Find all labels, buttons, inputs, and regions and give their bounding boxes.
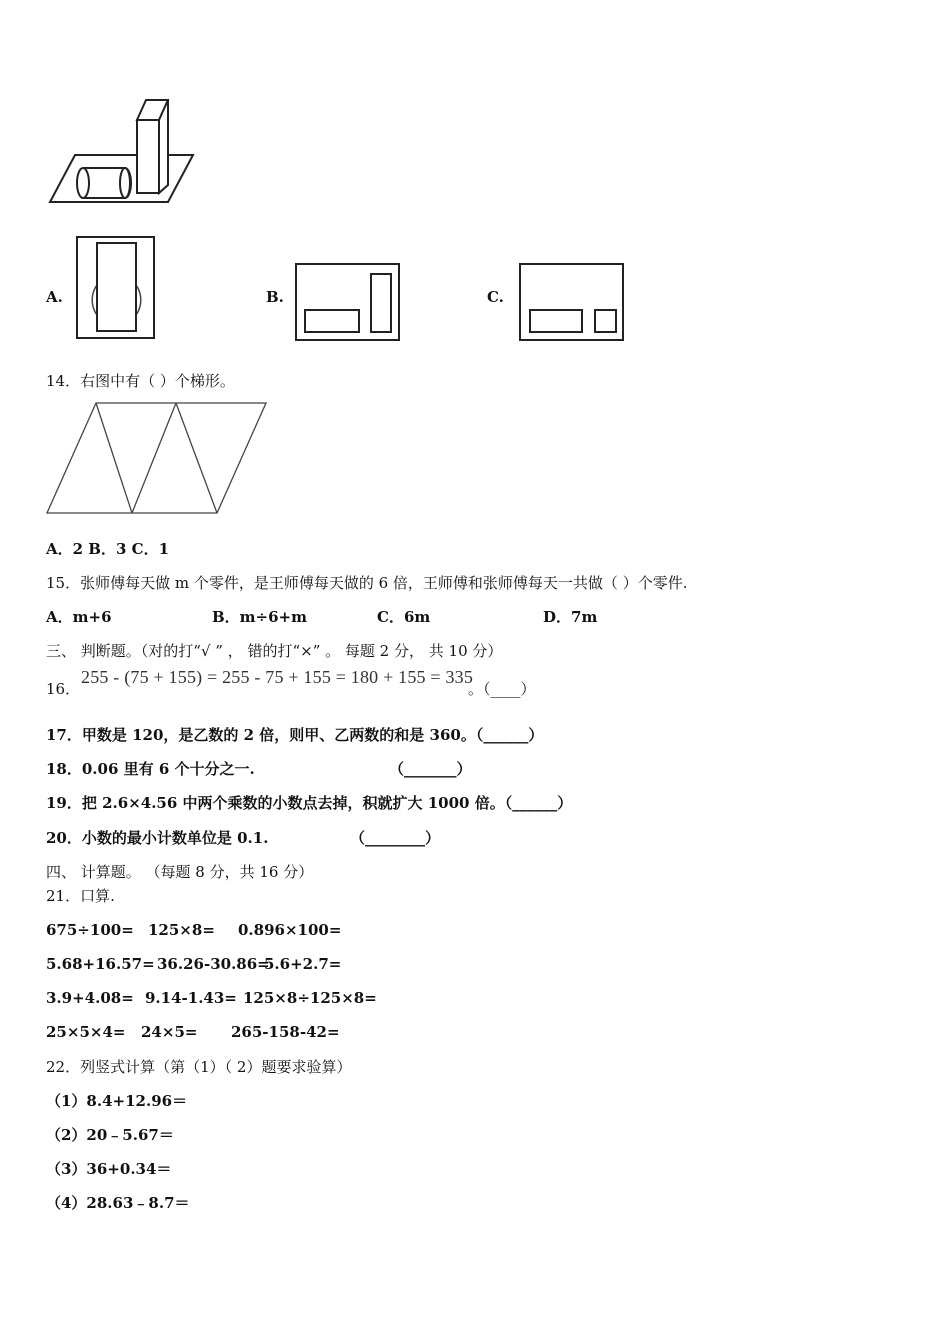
option-a-label: A. [46, 288, 63, 306]
q15-option-a: A．m+6 [46, 608, 112, 626]
trapezoid-figure [44, 400, 270, 518]
q16-equation: 255 - (75 + 155) = 255 - 75 + 155 = 180 + 155 = 335 [81, 667, 474, 687]
q21-r2-c2: 36.26-30.86= [157, 955, 270, 973]
q19-statement: 19．把 2.6×4.56 中两个乘数的小数点去掉，积就扩大 1000 倍。（______） [46, 794, 573, 812]
q15-option-b: B．m÷6+m [212, 608, 307, 626]
q15-option-d: D．7m [543, 608, 598, 626]
option-b-view [294, 262, 402, 342]
option-c-label: C. [487, 288, 504, 306]
q15-stem: 15．张师傅每天做 m 个零件，是王师傅每天做的 6 倍，王师傅和张师傅每天一共做（ ）个零件. [46, 574, 688, 592]
q22-stem: 22．列竖式计算（第（1）（ 2）题要求验算） [46, 1058, 352, 1076]
q20-statement: 20．小数的最小计数单位是 0.1. [46, 829, 269, 847]
q21-stem: 21．口算. [46, 887, 115, 905]
q18-statement: 18．0.06 里有 6 个十分之一. [46, 760, 255, 778]
q22-item-1: （1）8.4+12.96＝ [46, 1092, 188, 1110]
q21-r1-c2: 125×8= [148, 921, 215, 939]
option-c-view [518, 262, 626, 342]
q21-r3-c3: 125×8÷125×8= [243, 989, 377, 1007]
q20-blank: （________） [350, 829, 441, 847]
q22-item-2: （2）20﹣5.67＝ [46, 1126, 174, 1144]
option-a-view [75, 235, 157, 341]
q21-r4-c1: 25×5×4= [46, 1023, 126, 1041]
q21-r2-c1: 5.68+16.57= [46, 955, 155, 973]
q21-r1-c3: 0.896×100= [238, 921, 342, 939]
q21-r3-c2: 9.14-1.43= [145, 989, 237, 1007]
q22-item-3: （3）36+0.34＝ [46, 1160, 172, 1178]
q14-choices: A．2 B．3 C．1 [46, 540, 170, 558]
q16-number: 16． [46, 680, 81, 698]
q14-stem: 14．右图中有（ ）个梯形。 [46, 372, 235, 390]
solids-figure [45, 95, 200, 210]
option-b-label: B. [266, 288, 284, 306]
q21-r1-c1: 675÷100= [46, 921, 134, 939]
q17-statement: 17．甲数是 120，是乙数的 2 倍，则甲、乙两数的和是 360。（______） [46, 726, 544, 744]
q18-blank: （_______） [389, 760, 472, 778]
q21-r4-c2: 24×5= [141, 1023, 198, 1041]
q16-blank: 。（____） [468, 680, 536, 698]
section4-heading: 四、 计算题。 （每题 8 分，共 16 分） [46, 863, 314, 881]
q22-item-4: （4）28.63﹣8.7＝ [46, 1194, 190, 1212]
q21-r4-c3: 265-158-42= [231, 1023, 340, 1041]
q15-option-c: C．6m [377, 608, 431, 626]
q21-r2-c3: 5.6+2.7= [264, 955, 342, 973]
section3-heading: 三、 判断题。（对的打“√ ” ， 错的打“×” 。 每题 2 分， 共 10 分） [46, 642, 503, 660]
q21-r3-c1: 3.9+4.08= [46, 989, 134, 1007]
